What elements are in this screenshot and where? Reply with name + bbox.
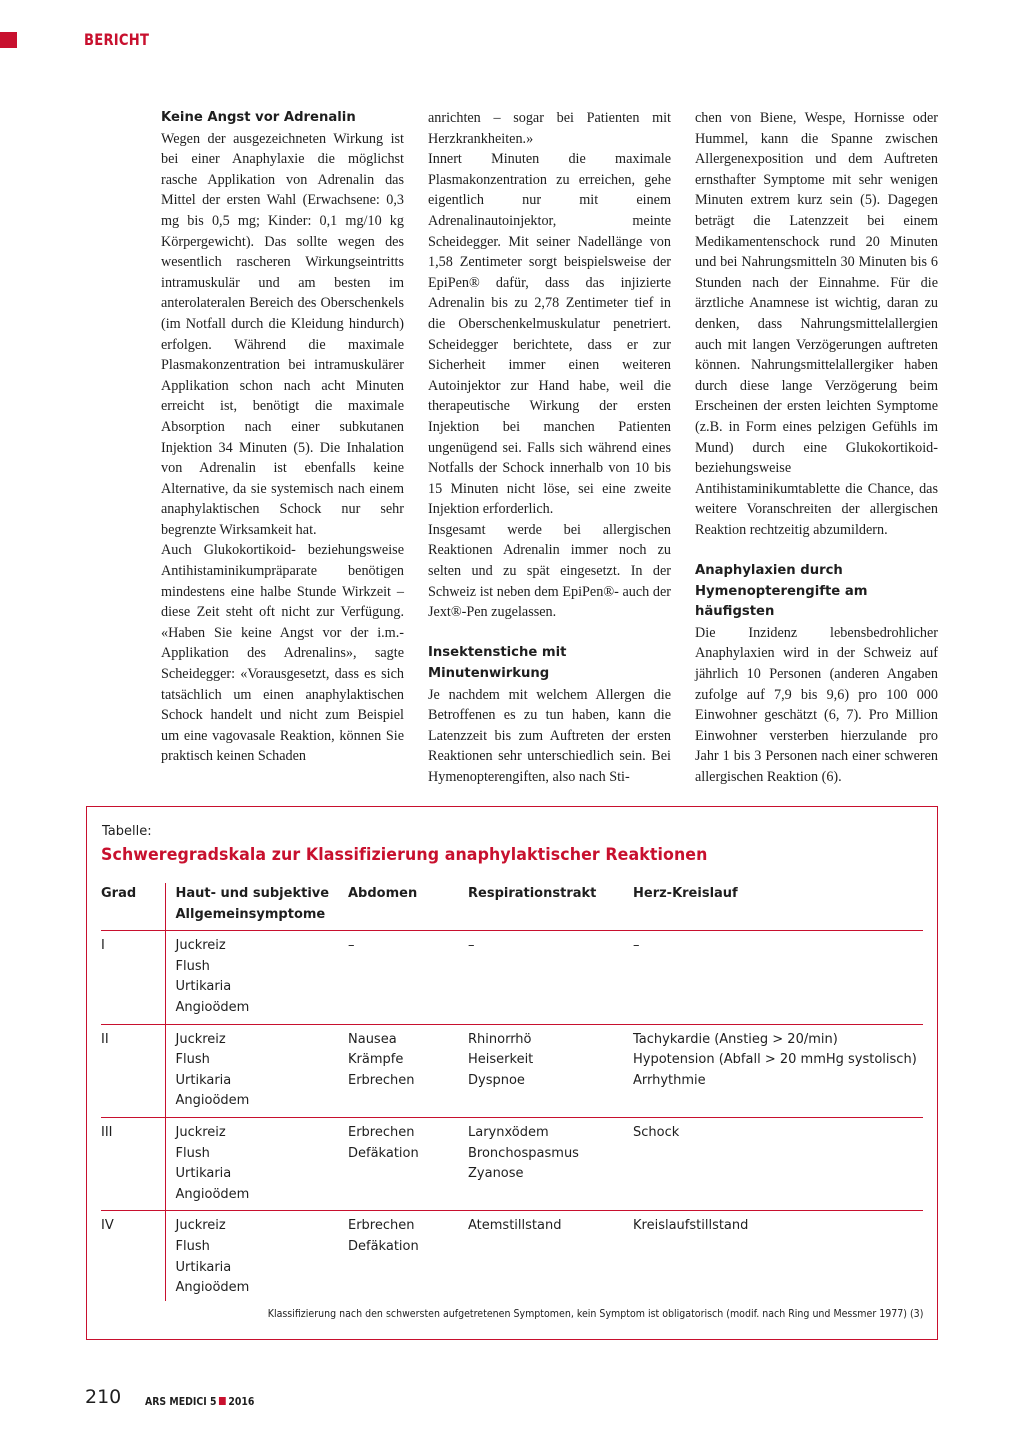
paragraph: Wegen der ausgezeichneten Wirkung ist bei einer Anaphylaxie die möglichst rasche Applikation von Adrenalin das Mittel der ersten Wahl (Erwachsene: 0,3 mg bis 0,5 mg; Kinder: 0,1 mg/10 kg Körpergewicht). Das sollte wegen des wesentlich rascheren Wirkungseintritts intramuskulär und am besten im anterolateralen Bereich des Oberschenkels (im Notfall durch die Kleidung hindurch) erfolgen. Während die maximale Plasmakonzentration bei intramuskulärer Applikation schon nach acht Minuten erreicht ist, benötigt die maximale Absorption nach einer subkutanen Injektion 34 Minuten (5). Die Inhalation von Adrenalin ist ebenfalls keine Alternative, da sie systemisch nach einem anaphylaktischen Schock nur sehr begrenzte Wirksamkeit hat. xyxy=(161,130,404,538)
cell-grad xyxy=(101,931,165,1024)
cell-line: Angioödem xyxy=(175,1186,250,1202)
cell-herz-kreislauf xyxy=(633,1024,923,1117)
table-row xyxy=(101,1211,923,1301)
cell-line: Angioödem xyxy=(175,1280,250,1296)
cell-line: Hypotension (Abfall > 20 mmHg systolisch) xyxy=(633,1052,917,1068)
cell-line: Juckreiz xyxy=(175,1124,226,1140)
cell-grad xyxy=(101,1024,165,1117)
cell-grad xyxy=(101,1211,165,1301)
header-grad: Grad xyxy=(101,883,165,931)
paragraph: Insgesamt werde bei allergischen Reaktionen Adrenalin immer noch zu selten und zu spät eingesetzt. In der Schweiz ist neben dem EpiPen®- auch der Jext®-Pen zugelassen. xyxy=(428,521,671,621)
paragraph: chen von Biene, Wespe, Hornisse oder Hummel, kann die Spanne zwischen Allergenexposition und dem Auftreten ernsthafter Symptome mit sehr wenigen Minuten extrem kurz sein (5). Dagegen beträgt die Latenzzeit bei einem Medikamentenschock rund 20 Minuten und bei Nahrungsmitteln 30 Minuten bis 6 Stunden nach der Einnahme. Für die ärztliche Anamnese ist wichtig, daran zu denken, dass Nahrungsmittelallergien auch mit langen Verzögerungen auftreten können. Nahrungsmittelallergiker haben durch diese lange Verzögerung beim Erscheinen der ersten leichten Symptome (z.B. in Form eines pelzigen Gefühls im Mund) durch eine Glukokortikoid- beziehungsweise Antihistaminikumtablette die Chance, das weitere Voranschreiten der allergischen Reaktion rechtzeitig abzumildern. xyxy=(695,110,938,538)
cell-line: Juckreiz xyxy=(175,1031,226,1047)
cell-haut xyxy=(165,931,348,1024)
cell-line: Tachykardie (Anstieg > 20/min) xyxy=(633,1031,838,1047)
cell-respiration xyxy=(468,1024,633,1117)
header-herz-kreislauf: Herz-Kreislauf xyxy=(633,886,738,901)
paragraph: Auch Glukokortikoid- beziehungsweise Antihistaminikumpräparate benötigen mindestens eine halbe Stunde Wirkzeit – diese Zeit steht oft nicht zur Verfügung. «Haben Sie keine Angst vor der i.m.-Applikation des Adrenalins», sagte Scheidegger: «Vorausgesetzt, dass es sich tatsächlich um einen anaphylaktischen Schock handelt und nicht zum Beispiel um eine vagovasale Reaktion, können Sie praktisch keinen Schaden xyxy=(161,542,404,765)
cell-line: Dyspnoe xyxy=(468,1072,525,1088)
grade-table-box xyxy=(86,806,938,1340)
cell-line: – xyxy=(633,938,640,954)
cell-grad xyxy=(101,1117,165,1210)
paragraph-gap xyxy=(428,623,671,644)
cell-line: Urtikaria xyxy=(175,979,232,995)
cell-line: Arrhythmie xyxy=(633,1072,706,1088)
text-column-1 xyxy=(161,108,404,767)
paragraph-gap xyxy=(695,540,938,561)
cell-line: Juckreiz xyxy=(175,1218,226,1234)
cell-line: I xyxy=(101,938,105,954)
cell-line: Urtikaria xyxy=(175,1166,232,1182)
table-title: Schweregradskala zur Klassifizierung anaphylaktischer Reaktionen xyxy=(101,845,708,865)
cell-herz-kreislauf xyxy=(633,931,923,1024)
subheading: Anaphylaxien durch Hymenopterengifte am häufigsten xyxy=(695,563,868,620)
cell-line: Flush xyxy=(175,958,210,974)
cell-line: Urtikaria xyxy=(175,1259,232,1275)
cell-line: Defäkation xyxy=(348,1145,419,1161)
table-row xyxy=(101,931,923,1024)
cell-line: Rhinorrhö xyxy=(468,1031,532,1047)
cell-line: Flush xyxy=(175,1145,210,1161)
cell-respiration xyxy=(468,931,633,1024)
paragraph: Innert Minuten die maximale Plasmakonzentration zu erreichen, gehe eigentlich nur mit einem Adrenalinautoinjektor, meinte Scheidegger. Mit seiner Nadellänge von 1,58 Zentimeter sorgt beispielsweise der EpiPen® dafür, dass das injizierte Adrenalin bis zu 2,78 Zentimeter tief in die Oberschenkelmuskulatur penetriert. Scheidegger berichtete, dass er zur Sicherheit immer einen weiteren Autoinjektor zur Hand habe, weil die therapeutische Wirkung der ersten Injektion bei manchen Patienten ungenügend sei. Falls sich während eines Notfalls der Schock innerhalb von 10 bis 15 Minuten nicht löse, sei eine zweite Injektion erforderlich. xyxy=(428,151,671,518)
table-row xyxy=(101,1024,923,1117)
subheading: Keine Angst vor Adrenalin xyxy=(161,110,356,125)
cell-respiration xyxy=(468,1117,633,1210)
cell-line: IV xyxy=(101,1218,114,1234)
cell-line: Urtikaria xyxy=(175,1072,232,1088)
cell-line: – xyxy=(348,938,355,954)
journal-separator xyxy=(219,1397,226,1405)
cell-line: Erbrechen xyxy=(348,1072,415,1088)
cell-haut xyxy=(165,1211,348,1301)
table-caption: Tabelle: xyxy=(102,824,152,839)
cell-line: Angioödem xyxy=(175,1093,250,1109)
table-footnote: Klassifizierung nach den schwersten aufgetretenen Symptomen, kein Symptom ist obligatorisch (modif. nach Ring und Messmer 1977) (3) xyxy=(267,1307,923,1320)
cell-line: Bronchospasmus xyxy=(468,1145,579,1161)
paragraph: Je nachdem mit welchem Allergen die Betroffenen es zu tun haben, kann die Latenzzeit bis zum Auftreten der ersten Reaktionen sehr unterschiedlich sein. Bei Hymenopterengiften, also nach Sti- xyxy=(428,686,671,785)
cell-line: III xyxy=(101,1124,113,1140)
text-column-2 xyxy=(428,108,671,788)
cell-line: Erbrechen xyxy=(348,1218,415,1234)
cell-line: Defäkation xyxy=(348,1238,419,1254)
journal-name: ARS MEDICI 5 xyxy=(145,1395,217,1408)
cell-haut xyxy=(165,1024,348,1117)
cell-line: Heiserkeit xyxy=(468,1052,534,1068)
cell-herz-kreislauf xyxy=(633,1117,923,1210)
cell-abdomen xyxy=(348,1211,468,1301)
section-marker xyxy=(0,32,17,48)
header-haut: Haut- und subjektive Allgemeinsymptome xyxy=(175,886,330,922)
cell-line: Schock xyxy=(633,1124,680,1140)
grade-table xyxy=(101,883,923,1301)
cell-line: Angioödem xyxy=(175,999,250,1015)
page-number: 210 xyxy=(85,1386,122,1408)
cell-line: Nausea xyxy=(348,1031,397,1047)
table-row xyxy=(101,1117,923,1210)
journal-info xyxy=(145,1395,254,1408)
cell-line: Larynxödem xyxy=(468,1124,549,1140)
cell-line: Flush xyxy=(175,1238,210,1254)
cell-line: Juckreiz xyxy=(175,938,226,954)
cell-line: Atemstillstand xyxy=(468,1218,562,1234)
text-column-3 xyxy=(695,108,938,788)
section-label: BERICHT xyxy=(84,30,150,49)
header-abdomen: Abdomen xyxy=(348,886,418,901)
cell-abdomen xyxy=(348,1117,468,1210)
cell-haut xyxy=(165,1117,348,1210)
cell-respiration xyxy=(468,1211,633,1301)
journal-year: 2016 xyxy=(228,1395,255,1408)
cell-line: – xyxy=(468,938,475,954)
subheading: Insektenstiche mit Minutenwirkung xyxy=(428,645,567,682)
header-respiration: Respirationstrakt xyxy=(468,886,597,901)
table-header-row xyxy=(101,883,923,931)
cell-line: Kreislaufstillstand xyxy=(633,1218,749,1234)
cell-abdomen xyxy=(348,931,468,1024)
cell-line: II xyxy=(101,1031,109,1047)
cell-line: Flush xyxy=(175,1052,210,1068)
cell-herz-kreislauf xyxy=(633,1211,923,1301)
cell-line: Zyanose xyxy=(468,1166,524,1182)
cell-abdomen xyxy=(348,1024,468,1117)
paragraph: anrichten – sogar bei Patienten mit Herzkrankheiten.» xyxy=(428,110,671,147)
cell-line: Krämpfe xyxy=(348,1052,404,1068)
table-body xyxy=(101,931,923,1301)
paragraph: Die Inzidenz lebensbedrohlicher Anaphylaxien wird in der Schweiz auf jährlich 10 Personen (anderen Angaben zufolge auf 7,9 bis 9,6) pro 100 000 Einwohner geschätzt (6, 7). Pro Million Einwohner versterben hierzulande pro Jahr 1 bis 3 Personen nach einer schweren allergischen Reaktion (6). xyxy=(695,624,938,785)
cell-line: Erbrechen xyxy=(348,1124,415,1140)
